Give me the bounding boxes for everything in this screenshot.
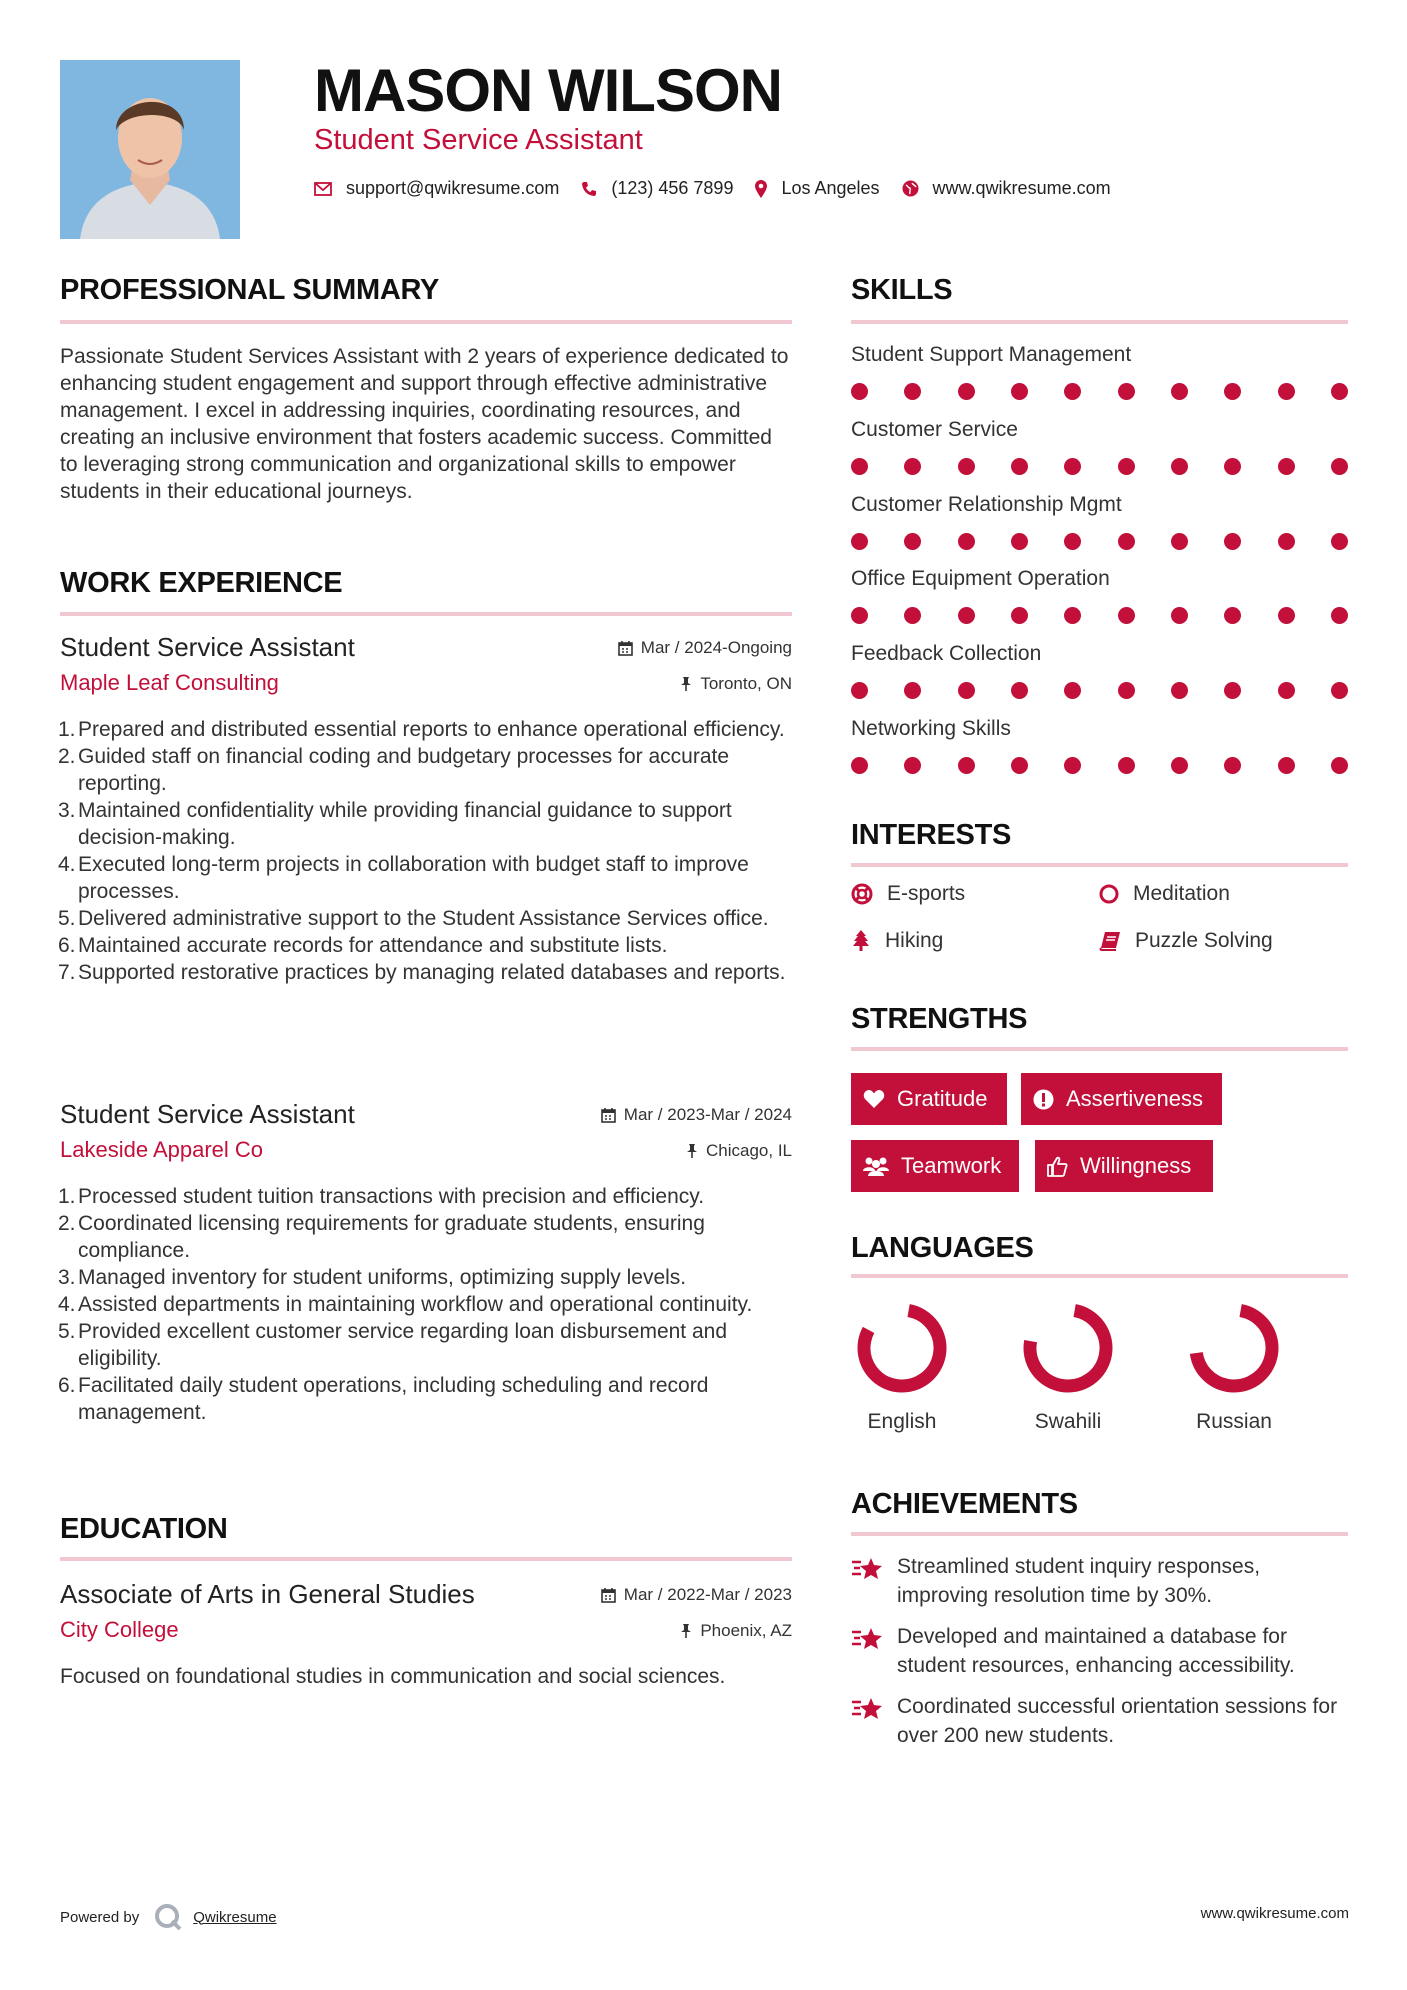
job-location-text: Chicago, IL — [706, 1141, 792, 1160]
skill-dot — [1224, 383, 1241, 400]
heart-icon — [863, 1089, 885, 1109]
skill-dot — [1171, 533, 1188, 550]
education-location — [680, 1621, 792, 1641]
skill-dot — [1118, 607, 1135, 624]
skill-dot — [1064, 383, 1081, 400]
skill-dot — [1064, 607, 1081, 624]
job-duties — [58, 716, 790, 986]
job-company: Maple Leaf Consulting — [60, 670, 279, 695]
skill-item — [851, 343, 1351, 367]
job-date — [601, 1105, 792, 1125]
experience-divider — [60, 612, 792, 616]
languages-divider — [851, 1274, 1348, 1278]
skill-rating — [851, 456, 1351, 476]
website-text: www.qwikresume.com — [932, 178, 1111, 198]
footer-website[interactable]: www.qwikresume.com — [1200, 1905, 1349, 1922]
skill-label: Office Equipment Operation — [851, 567, 1110, 590]
language-label: English — [867, 1410, 937, 1433]
skill-dot — [1224, 757, 1241, 774]
education-divider — [60, 1557, 792, 1561]
education-date — [601, 1585, 792, 1605]
interests-heading: INTERESTS — [851, 819, 1012, 851]
shooting-star-icon — [851, 1696, 885, 1722]
job-company: Lakeside Apparel Co — [60, 1137, 264, 1162]
language-item — [1169, 1300, 1299, 1434]
skill-dot — [1171, 682, 1188, 699]
skill-dot — [1171, 458, 1188, 475]
circle-icon — [1099, 884, 1119, 904]
users-icon — [863, 1156, 889, 1176]
skill-label: Customer Relationship Mgmt — [851, 493, 1122, 516]
book-icon — [1099, 931, 1121, 951]
skill-dot — [1064, 458, 1081, 475]
pin-icon — [680, 676, 692, 692]
thumbs-up-icon — [1047, 1156, 1068, 1177]
job-location — [680, 674, 792, 694]
achievement-item — [851, 1622, 1351, 1680]
skill-dot — [1118, 682, 1135, 699]
skill-dot — [1171, 757, 1188, 774]
skill-dot — [958, 458, 975, 475]
skill-dot — [1224, 533, 1241, 550]
skill-rating — [851, 531, 1351, 551]
job-entry — [60, 1099, 792, 1479]
skill-dot — [851, 533, 868, 550]
skill-item — [851, 717, 1351, 741]
languages-heading: LANGUAGES — [851, 1232, 1034, 1264]
skill-dot — [1011, 607, 1028, 624]
interest-label: Meditation — [1133, 882, 1230, 905]
skill-rating — [851, 755, 1351, 775]
skill-dot — [958, 533, 975, 550]
skill-label: Networking Skills — [851, 717, 1011, 740]
skill-dot — [1011, 533, 1028, 550]
skill-dot — [1278, 533, 1295, 550]
duty-item: 1. Prepared and distributed essential reports to enhance operational efficiency. — [58, 718, 785, 741]
skill-dot — [904, 607, 921, 624]
skill-dot — [1064, 757, 1081, 774]
skill-dot — [851, 383, 868, 400]
skill-label: Student Support Management — [851, 343, 1132, 366]
job-title: Student Service Assistant — [60, 1099, 355, 1129]
skill-label: Customer Service — [851, 418, 1018, 441]
duty-item: 7. Supported restorative practices by managing related databases and reports. — [58, 961, 786, 984]
job-title: Student Service Assistant — [60, 632, 355, 662]
interest-item — [851, 882, 965, 906]
skill-dot — [958, 607, 975, 624]
job-duties — [58, 1183, 790, 1426]
skill-dot — [1118, 533, 1135, 550]
strength-label: Willingness — [1080, 1153, 1192, 1178]
duty-item: 2. Guided staff on financial coding and budgetary processes for accurate reporting. — [58, 745, 730, 795]
interest-item — [1099, 929, 1273, 953]
phone-text: (123) 456 7899 — [611, 178, 734, 198]
skill-dot — [958, 682, 975, 699]
skill-dot — [851, 757, 868, 774]
email-text: support@qwikresume.com — [346, 178, 560, 198]
strength-label: Teamwork — [901, 1153, 1002, 1178]
envelope-icon — [314, 182, 332, 196]
summary-heading: PROFESSIONAL SUMMARY — [60, 274, 440, 306]
education-date-text: Mar / 2022-Mar / 2023 — [623, 1585, 792, 1604]
duty-item: 1. Processed student tuition transactions with precision and efficiency. — [58, 1185, 705, 1208]
tree-icon — [851, 930, 871, 952]
achievement-text: Developed and maintained a database for student resources, enhancing accessibility. — [897, 1625, 1295, 1677]
skill-dot — [1331, 533, 1348, 550]
skill-item — [851, 642, 1351, 666]
skill-dot — [904, 533, 921, 550]
skill-dot — [1064, 682, 1081, 699]
interest-label: Hiking — [885, 929, 944, 952]
degree-title: Associate of Arts in General Studies — [60, 1579, 475, 1609]
education-location-text: Phoenix, AZ — [700, 1621, 792, 1640]
contact-phone[interactable] — [581, 178, 733, 199]
pin-icon — [680, 1623, 692, 1639]
interest-item — [1099, 882, 1230, 906]
skill-dot — [1011, 682, 1028, 699]
strength-label: Assertiveness — [1066, 1086, 1203, 1111]
location-text: Los Angeles — [781, 178, 880, 198]
shooting-star-icon — [851, 1626, 885, 1652]
duty-item: 6. Facilitated daily student operations, including scheduling and record management. — [58, 1374, 709, 1424]
skill-dot — [1011, 757, 1028, 774]
education-description: Focused on foundational studies in communication and social sciences. — [60, 1665, 726, 1688]
duty-item: 5. Provided excellent customer service regarding loan disbursement and eligibility. — [58, 1320, 728, 1370]
language-item — [837, 1300, 967, 1434]
school-name: City College — [60, 1617, 179, 1642]
achievement-text: Streamlined student inquiry responses, improving resolution time by 30%. — [897, 1555, 1261, 1607]
globe-icon — [902, 180, 919, 197]
language-label: Russian — [1196, 1410, 1272, 1433]
strength-badge — [851, 1140, 1019, 1192]
achievement-item — [851, 1692, 1351, 1750]
contact-location — [755, 178, 879, 199]
duty-item: 4. Assisted departments in maintaining workflow and operational continuity. — [58, 1293, 753, 1316]
job-location-text: Toronto, ON — [700, 674, 792, 693]
achievements-divider — [851, 1532, 1348, 1536]
skill-dot — [1331, 607, 1348, 624]
skill-rating — [851, 680, 1351, 700]
summary-text: Passionate Student Services Assistant with 2 years of experience dedicated to enhancing student engagement and support through effective administrative management. I excel in addressing inquiries, coordinating resources, and creating an inclusive environment that fosters academic success. Committed to leveraging strong communication and organizational skills to empower students in their educational journeys. — [60, 345, 789, 503]
calendar-icon — [601, 1107, 616, 1123]
language-proficiency-ring — [1186, 1300, 1282, 1396]
skill-dot — [1278, 757, 1295, 774]
skills-divider — [851, 320, 1348, 324]
duty-item: 4. Executed long-term projects in collaboration with budget staff to improve processes. — [58, 853, 749, 903]
skill-dot — [851, 458, 868, 475]
qwikresume-logo-icon — [153, 1902, 183, 1932]
achievements-heading: ACHIEVEMENTS — [851, 1488, 1078, 1520]
skill-rating — [851, 381, 1351, 401]
experience-heading: WORK EXPERIENCE — [60, 567, 343, 599]
skill-dot — [1118, 757, 1135, 774]
skill-dot — [1278, 383, 1295, 400]
skill-dot — [1171, 383, 1188, 400]
skill-item — [851, 567, 1351, 591]
footer-powered-by — [60, 1902, 277, 1932]
job-location — [686, 1141, 792, 1161]
skill-dot — [1331, 757, 1348, 774]
skill-item — [851, 418, 1351, 442]
skill-dot — [1331, 458, 1348, 475]
language-proficiency-ring — [854, 1300, 950, 1396]
duty-item: 3. Maintained confidentiality while providing financial guidance to support decision-making. — [58, 799, 732, 849]
job-date-text: Mar / 2023-Mar / 2024 — [623, 1105, 792, 1124]
duty-item: 5. Delivered administrative support to the Student Assistance Services office. — [58, 907, 769, 930]
skill-dot — [904, 383, 921, 400]
strength-badge — [1035, 1140, 1213, 1192]
interests-divider — [851, 863, 1348, 867]
achievement-item — [851, 1552, 1351, 1610]
job-date-text: Mar / 2024-Ongoing — [640, 638, 792, 657]
shooting-star-icon — [851, 1556, 885, 1582]
interest-label: E-sports — [887, 882, 966, 905]
duty-item: 6. Maintained accurate records for attendance and substitute lists. — [58, 934, 668, 957]
interest-label: Puzzle Solving — [1135, 929, 1273, 952]
job-entry — [60, 632, 792, 1072]
pin-icon — [686, 1143, 698, 1159]
skill-dot — [1064, 533, 1081, 550]
skill-dot — [1118, 458, 1135, 475]
skill-label: Feedback Collection — [851, 642, 1042, 665]
skill-dot — [1118, 383, 1135, 400]
skill-dot — [904, 458, 921, 475]
education-heading: EDUCATION — [60, 1513, 228, 1545]
calendar-icon — [618, 640, 633, 656]
map-marker-icon — [755, 180, 767, 198]
skills-heading: SKILLS — [851, 274, 953, 306]
achievement-text: Coordinated successful orientation sessions for over 200 new students. — [897, 1695, 1338, 1747]
language-item — [1003, 1300, 1133, 1434]
strengths-heading: STRENGTHS — [851, 1003, 1028, 1035]
duty-item: 2. Coordinated licensing requirements for graduate students, ensuring compliance. — [58, 1212, 705, 1262]
skill-dot — [1278, 682, 1295, 699]
strengths-divider — [851, 1047, 1348, 1051]
skill-dot — [1331, 682, 1348, 699]
skill-dot — [904, 682, 921, 699]
skill-rating — [851, 605, 1351, 625]
phone-icon — [581, 181, 597, 197]
strength-badge — [1021, 1073, 1222, 1125]
duty-item: 3. Managed inventory for student uniforms, optimizing supply levels. — [58, 1266, 687, 1289]
skill-dot — [851, 682, 868, 699]
skill-dot — [1224, 682, 1241, 699]
contact-website[interactable] — [902, 178, 1111, 199]
strength-label: Gratitude — [897, 1086, 988, 1111]
strength-badge — [851, 1073, 1007, 1125]
skill-dot — [1171, 607, 1188, 624]
exclamation-circle-icon — [1033, 1089, 1054, 1110]
skill-dot — [958, 383, 975, 400]
language-label: Swahili — [1034, 1410, 1102, 1433]
skill-dot — [1224, 458, 1241, 475]
brand-link[interactable]: Qwikresume — [193, 1908, 277, 1926]
skill-dot — [1011, 458, 1028, 475]
skill-dot — [1331, 383, 1348, 400]
contact-bar — [314, 178, 1133, 199]
skill-dot — [1224, 607, 1241, 624]
skill-dot — [1278, 607, 1295, 624]
interest-item — [851, 929, 943, 953]
education-entry — [60, 1579, 792, 1739]
skill-dot — [958, 757, 975, 774]
candidate-name: MASON WILSON — [314, 57, 782, 124]
language-proficiency-ring — [1020, 1300, 1116, 1396]
skill-dot — [851, 607, 868, 624]
summary-divider — [60, 320, 792, 324]
skill-dot — [904, 757, 921, 774]
candidate-title: Student Service Assistant — [314, 124, 643, 156]
powered-by-text: Powered by — [60, 1908, 140, 1926]
skill-item — [851, 493, 1351, 517]
life-ring-icon — [851, 883, 873, 905]
contact-email[interactable] — [314, 178, 559, 199]
profile-photo — [60, 60, 240, 239]
skill-dot — [1278, 458, 1295, 475]
job-date — [618, 638, 792, 658]
calendar-icon — [601, 1587, 616, 1603]
skill-dot — [1011, 383, 1028, 400]
